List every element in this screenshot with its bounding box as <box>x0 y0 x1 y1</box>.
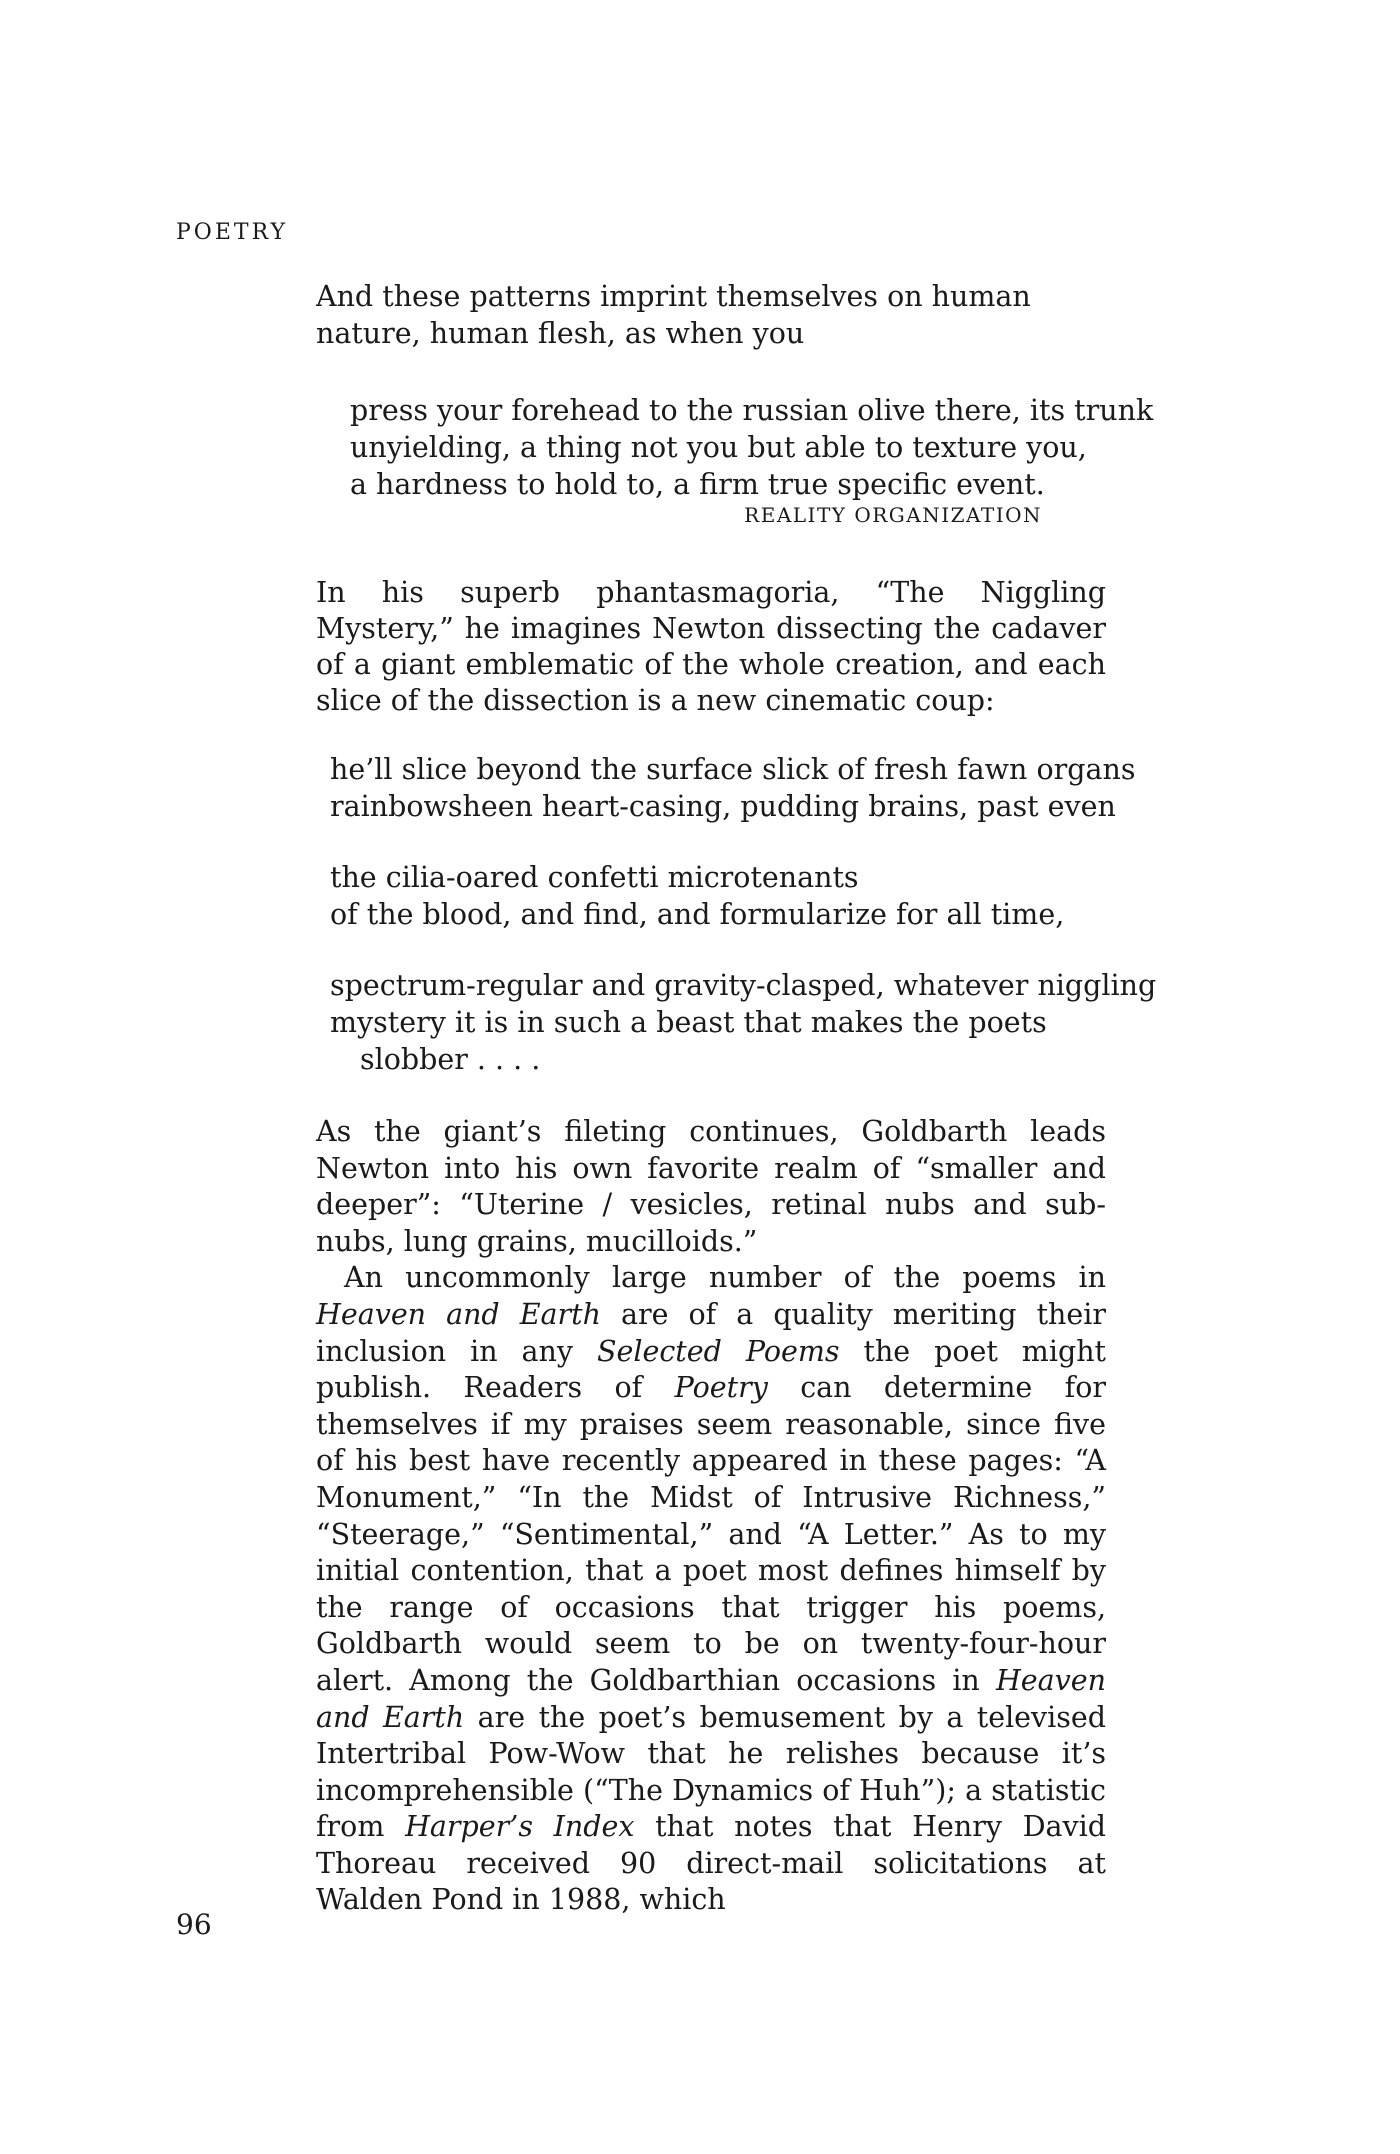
poem-quote-2 <box>330 751 1135 825</box>
quote-line: unyielding, a thing not you but able to texture you, <box>350 431 1087 464</box>
quote-line: slobber . . . . <box>360 1043 541 1076</box>
quote-line: press your forehead to the russian olive there, its trunk <box>350 394 1154 427</box>
quote-line: the cilia-oared confetti microtenants <box>330 861 859 894</box>
book-title: Heaven and Earth <box>316 1297 601 1331</box>
paragraph-text: In his superb phantasmagoria, “The Niggling Mystery,” he imagines Newton dissecting the cadaver of a giant emblematic of the whole creation, and each slice of the dissection is a new cinematic coup: <box>316 576 1106 717</box>
text-run: the poet might publish. Readers of <box>316 1334 1107 1405</box>
poem-quote-1 <box>350 392 1153 503</box>
quote-line: of the blood, and find, and formularize for all time, <box>330 898 1065 931</box>
quote-line: mystery it is in such a beast that makes the poets <box>330 1006 1047 1039</box>
text-run: An uncommonly large number of the poems in <box>344 1261 1106 1295</box>
quote-line: he’ll slice beyond the surface slick of fresh fawn organs <box>330 753 1136 786</box>
quote-line: spectrum-regular and gravity-clasped, whatever niggling <box>330 969 1157 1002</box>
book-title: Heaven and Earth <box>316 1663 1106 1734</box>
book-title: Selected Poems <box>596 1334 840 1368</box>
quote-line: a hardness to hold to, a firm true specific event. <box>350 468 1045 501</box>
running-head: POETRY <box>176 220 288 245</box>
body-paragraph-phantasmagoria <box>316 575 1106 719</box>
magazine-title: Poetry <box>674 1371 768 1405</box>
intro-text: And these patterns imprint themselves on human nature, human flesh, as when you <box>316 280 1031 350</box>
intro-paragraph <box>316 278 1106 352</box>
text-run: can determine for themselves if my praises seem reasonable, since five of his best have recently appeared in these pages: “A Monument,” “In the Midst of Intrusive Richness,” “Steerage,” “Sentimental,” and “A Letter.” As to my initial contention, that a poet most defines himself by the range of occasions that trigger his poems, Goldbarth would seem to be on twenty-four-hour alert. Among the Goldbarthian occasions in <box>316 1371 1106 1697</box>
poem-quote-3 <box>330 859 1064 933</box>
quote-line: rainbowsheen heart-casing, pudding brains, past even <box>330 790 1116 823</box>
poem-quote-4 <box>330 967 1156 1078</box>
magazine-title: Harper’s Index <box>405 1810 635 1844</box>
body-text <box>316 1114 1106 1919</box>
quote-attribution: REALITY ORGANIZATION <box>744 503 1042 527</box>
text-run: that notes that Henry David Thoreau received 90 direct-mail solicitations at Walden Pond in 1988, which <box>316 1810 1106 1917</box>
text-run: are the poet’s bemusement by a televised Intertribal Pow-Wow that he relishes because it’s incomprehensible (“The Dynamics of Huh”); a statistic from <box>316 1700 1106 1844</box>
text-run: are of a quality meriting their inclusion in any <box>316 1297 1106 1368</box>
page-number: 96 <box>176 1908 212 1941</box>
body-paragraph-heaven-and-earth <box>316 1260 1106 1919</box>
body-paragraph-fileting: As the giant’s fileting continues, Goldbarth leads Newton into his own favorite realm of “smaller and deeper”: “Uterine / vesicles, retinal nubs and sub-nubs, lung grains, mucilloids.” <box>316 1115 1106 1258</box>
